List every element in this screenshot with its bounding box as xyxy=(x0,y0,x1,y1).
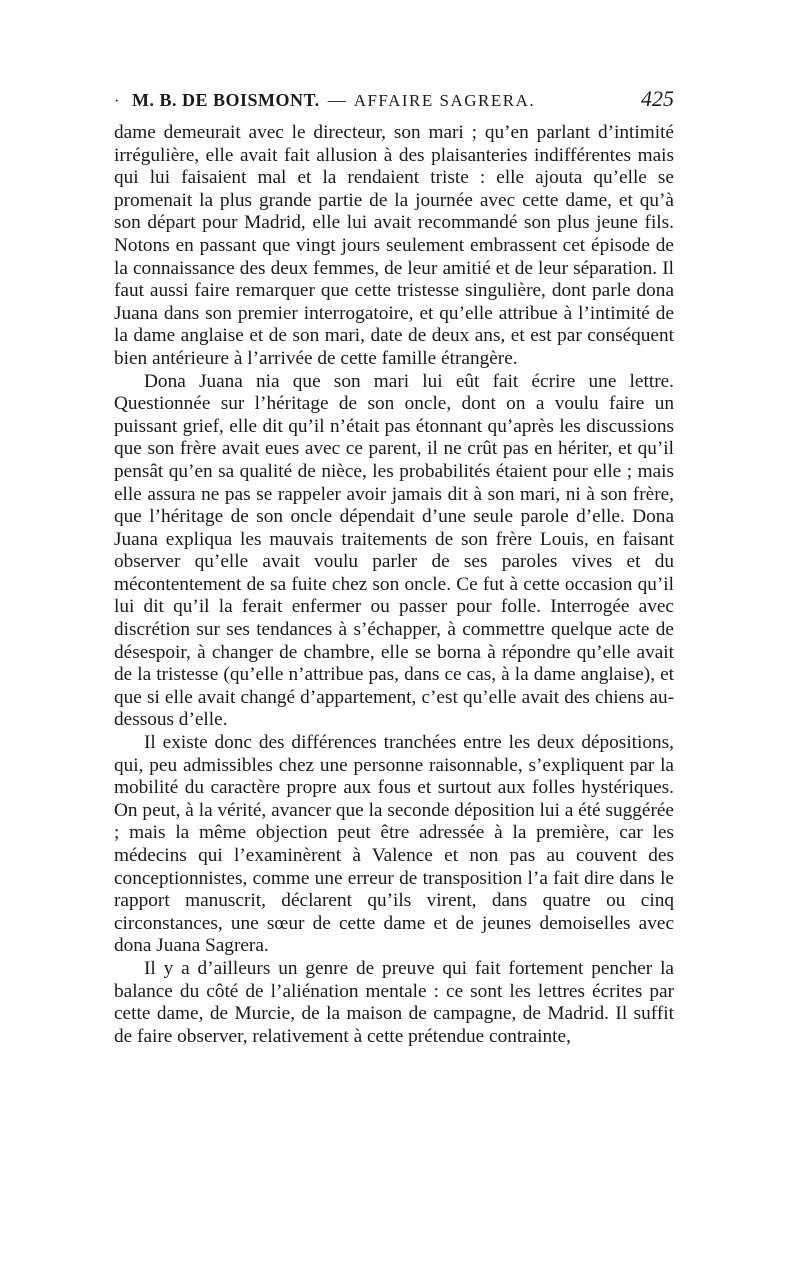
paragraph-4: Il y a d’ailleurs un genre de preuve qui fait fortement pencher la balance du côté de l’aliénation mentale : ce sont les lettres écrites par cette dame, de Murcie, de la maison de campagne, de Madrid. Il suffit de faire observer, relativement à cette prétendue contrainte, xyxy=(114,957,674,1047)
paragraph-3: Il existe donc des différences tranchées entre les deux dépositions, qui, peu admissibles chez une personne raisonnable, s’expliquent par la mobilité du caractère propre aux fous et surtout aux folles hystériques. On peut, à la vérité, avancer que la seconde déposition lui a été suggérée ; mais la même objection peut être adressée à la première, car les médecins qui l’examinèrent à Valence et non pas au couvent des conceptionnistes, comme une erreur de transposition l’a fait dire dans le rapport manuscrit, déclarent qu’ils virent, dans quatre ou cinq circonstances, une sœur de cette dame et de jeunes demoiselles avec dona Juana Sagrera. xyxy=(114,732,674,957)
header-author: M. B. DE BOISMONT. xyxy=(132,90,320,110)
book-page xyxy=(114,86,674,1048)
header-title: AFFAIRE SAGRERA. xyxy=(353,91,536,110)
paragraph-1: dame demeurait avec le directeur, son mari ; qu’en parlant d’intimité irrégulière, elle avait fait allusion à des plaisanteries indifférentes mais qui lui faisaient mal et la rendaient triste : elle ajouta qu’elle se promenait la plus grande partie de la journée avec cette dame, et qu’à son départ pour Madrid, elle lui avait recommandé son plus jeune fils. Notons en passant que vingt jours seulement embrassent cet épisode de la connaissance des deux femmes, de leur amitié et de leur séparation. Il faut aussi faire remarquer que cette tristesse singulière, dont parle dona Juana dans son premier interrogatoire, et qu’elle attribue à l’intimité de la dame anglaise et de son mari, date de deux ans, et est par conséquent bien antérieure à l’arrivée de cette famille étrangère. xyxy=(114,122,674,369)
running-header xyxy=(114,86,674,122)
paragraph-2: Dona Juana nia que son mari lui eût fait écrire une lettre. Questionnée sur l’héritage de son oncle, dont on a voulu faire un puissant grief, elle dit qu’il n’était pas étonnant qu’après les discussions que son frère avait eues avec ce parent, il ne crût pas en hériter, et qu’il pensât qu’en sa qualité de nièce, les probabilités étaient pour elle ; mais elle assura ne pas se rappeler avoir jamais dit à son mari, ni à son frère, que l’héritage de son oncle dépendait d’une seule parole d’elle. Dona Juana expliqua les mauvais traitements de son frère Louis, en faisant observer qu’elle avait voulu parler de ses paroles vives et du mécontentement de sa fuite chez son oncle. Ce fut à cette occasion qu’il lui dit qu’il la ferait enfermer ou passer pour folle. Interrogée avec discrétion sur ses tendances à s’échapper, à commettre quelque acte de désespoir, à changer de chambre, elle se borna à répondre qu’elle avait de la tristesse (qu’elle n’attribue pas, dans ce cas, à la dame anglaise), et que si elle avait changé d’appartement, c’est qu’elle avait des chiens au-dessous d’elle. xyxy=(114,370,674,731)
body-text xyxy=(114,122,674,1048)
header-dash: — xyxy=(327,90,346,110)
header-bullet: · xyxy=(114,93,120,110)
page-number: 425 xyxy=(641,86,674,111)
